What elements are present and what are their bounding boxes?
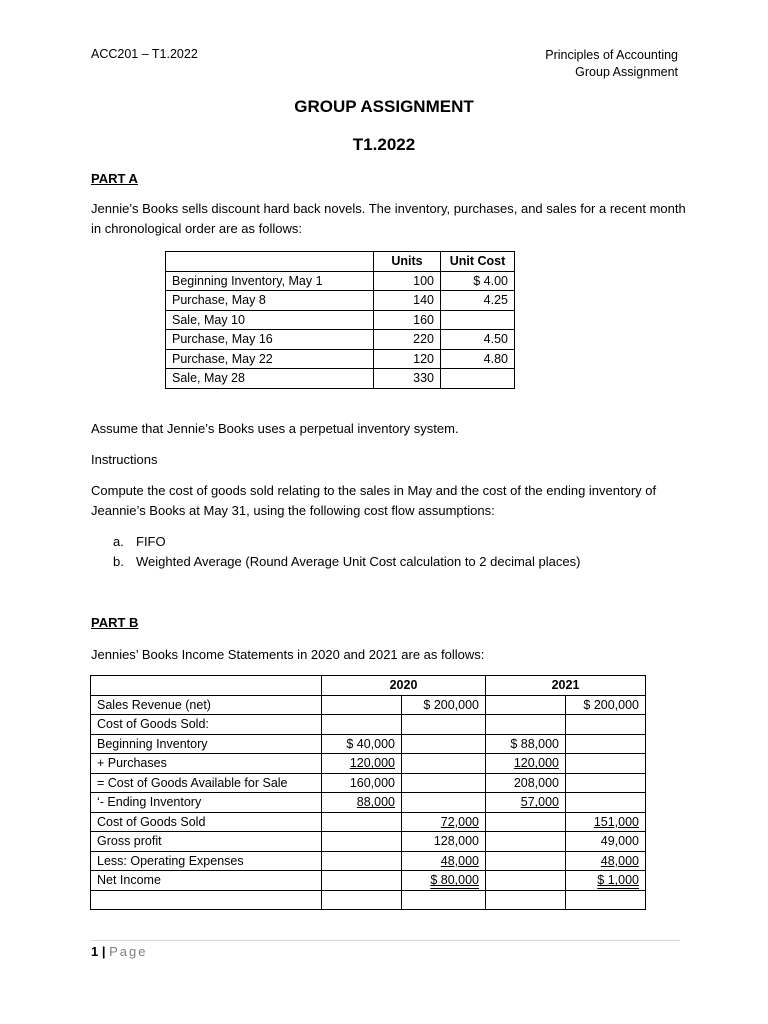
inventory-event: Sale, May 28 <box>166 369 374 389</box>
inventory-header-blank <box>166 252 374 272</box>
value-2021-total: $ 200,000 <box>566 695 646 715</box>
value-2020-total: 48,000 <box>402 851 486 871</box>
cost-flow-list <box>91 532 580 572</box>
list-marker: b. <box>113 554 124 569</box>
value-2021-detail: $ 88,000 <box>486 734 566 754</box>
inventory-units: 120 <box>374 349 441 369</box>
header-right-line2: Group Assignment <box>575 65 678 79</box>
value-2020-detail <box>322 832 402 852</box>
list-item-text: Weighted Average (Round Average Unit Cost calculation to 2 decimal places) <box>136 554 581 569</box>
document-subtitle: T1.2022 <box>352 135 416 154</box>
value-2020-total: 128,000 <box>402 832 486 852</box>
line-item-label: Less: Operating Expenses <box>91 851 322 871</box>
inventory-units: 160 <box>374 310 441 330</box>
instructions-label: Instructions <box>91 452 158 467</box>
value-2020-detail <box>322 871 402 891</box>
page-number: 1 <box>91 944 99 959</box>
inventory-event: Beginning Inventory, May 1 <box>166 271 374 291</box>
header-right-line1: Principles of Accounting <box>545 48 678 62</box>
table-row <box>91 832 646 852</box>
inventory-event: Purchase, May 16 <box>166 330 374 350</box>
value-2020-detail <box>322 812 402 832</box>
table-row <box>91 715 646 735</box>
value-2021-total <box>566 734 646 754</box>
footer-separator: | <box>98 944 110 959</box>
year-2020-header: 2020 <box>322 676 486 696</box>
inventory-unit-cost <box>441 310 515 330</box>
income-table-header <box>91 676 646 696</box>
value-2020-detail: 160,000 <box>322 773 402 793</box>
perpetual-system-note: Assume that Jennie’s Books uses a perpetual inventory system. <box>91 421 459 436</box>
inventory-units: 100 <box>374 271 441 291</box>
inventory-units: 140 <box>374 291 441 311</box>
table-row <box>91 793 646 813</box>
part-a-heading: PART A <box>91 171 138 186</box>
value-2020-detail: 120,000 <box>322 754 402 774</box>
value-2021-detail: 120,000 <box>486 754 566 774</box>
table-row <box>166 271 515 291</box>
value-2020-total <box>402 793 486 813</box>
part-b-intro: Jennies’ Books Income Statements in 2020 and 2021 are as follows: <box>91 647 485 662</box>
line-item-label: + Purchases <box>91 754 322 774</box>
inventory-unit-cost: 4.50 <box>441 330 515 350</box>
value-2021-total <box>566 793 646 813</box>
list-item-text: FIFO <box>136 534 166 549</box>
table-row <box>166 330 515 350</box>
page-footer <box>91 944 147 959</box>
value-2020-total <box>402 754 486 774</box>
line-item-label: Cost of Goods Sold <box>91 812 322 832</box>
line-item-label: ‘- Ending Inventory <box>91 793 322 813</box>
table-row <box>166 291 515 311</box>
value-2021-total <box>566 754 646 774</box>
value-2021-total: 48,000 <box>566 851 646 871</box>
inventory-units: 330 <box>374 369 441 389</box>
header-course-code: ACC201 – T1.2022 <box>91 47 198 61</box>
table-row <box>91 695 646 715</box>
part-b-heading: PART B <box>91 615 139 630</box>
income-statement-table <box>90 675 646 910</box>
value-2020-total <box>402 773 486 793</box>
inventory-unit-cost: $ 4.00 <box>441 271 515 291</box>
value-2021-detail <box>486 851 566 871</box>
value-2021-total <box>566 890 646 910</box>
line-item-label: Sales Revenue (net) <box>91 695 322 715</box>
inventory-header-units: Units <box>374 252 441 272</box>
instructions-text: Compute the cost of goods sold relating to the sales in May and the cost of the ending inventory of Jeannie’s Books at May 31, using the following cost flow assumptions: <box>91 483 657 518</box>
table-row <box>91 812 646 832</box>
value-2020-detail <box>322 715 402 735</box>
value-2021-detail <box>486 695 566 715</box>
line-item-label: Gross profit <box>91 832 322 852</box>
footer-divider <box>91 940 680 941</box>
list-item <box>91 532 580 552</box>
table-row <box>91 773 646 793</box>
value-2021-total: 151,000 <box>566 812 646 832</box>
page-label: Page <box>109 944 148 959</box>
table-row <box>91 890 646 910</box>
list-marker: a. <box>113 534 124 549</box>
value-2020-detail: $ 40,000 <box>322 734 402 754</box>
inventory-event: Purchase, May 8 <box>166 291 374 311</box>
income-header-blank <box>91 676 322 696</box>
value-2021-detail <box>486 715 566 735</box>
inventory-event: Purchase, May 22 <box>166 349 374 369</box>
line-item-label: = Cost of Goods Available for Sale <box>91 773 322 793</box>
inventory-header-unit-cost: Unit Cost <box>441 252 515 272</box>
line-item-label: Net Income <box>91 871 322 891</box>
list-item <box>91 552 580 572</box>
value-2020-total <box>402 734 486 754</box>
value-2020-detail: 88,000 <box>322 793 402 813</box>
table-row <box>91 871 646 891</box>
part-a-intro: Jennie’s Books sells discount hard back novels. The inventory, purchases, and sales for a recent month in chronological order are as follows: <box>91 201 686 236</box>
value-2021-detail: 57,000 <box>486 793 566 813</box>
inventory-unit-cost: 4.80 <box>441 349 515 369</box>
value-2020-total <box>402 890 486 910</box>
value-2021-total: $ 1,000 <box>566 871 646 891</box>
value-2021-detail: 208,000 <box>486 773 566 793</box>
inventory-event: Sale, May 10 <box>166 310 374 330</box>
value-2020-total: $ 200,000 <box>402 695 486 715</box>
value-2020-total: 72,000 <box>402 812 486 832</box>
inventory-table <box>165 251 515 389</box>
table-row <box>91 754 646 774</box>
line-item-label: Cost of Goods Sold: <box>91 715 322 735</box>
inventory-units: 220 <box>374 330 441 350</box>
line-item-label <box>91 890 322 910</box>
value-2021-detail <box>486 871 566 891</box>
value-2020-detail <box>322 851 402 871</box>
document-title: GROUP ASSIGNMENT <box>294 97 474 116</box>
table-row <box>166 369 515 389</box>
inventory-unit-cost <box>441 369 515 389</box>
value-2021-total: 49,000 <box>566 832 646 852</box>
value-2021-total <box>566 715 646 735</box>
inventory-unit-cost: 4.25 <box>441 291 515 311</box>
table-row <box>166 349 515 369</box>
value-2020-detail <box>322 890 402 910</box>
value-2021-detail <box>486 890 566 910</box>
value-2020-total: $ 80,000 <box>402 871 486 891</box>
header-course-title <box>545 47 678 81</box>
year-2021-header: 2021 <box>486 676 646 696</box>
value-2021-detail <box>486 812 566 832</box>
value-2020-detail <box>322 695 402 715</box>
value-2021-total <box>566 773 646 793</box>
line-item-label: Beginning Inventory <box>91 734 322 754</box>
inventory-table-header <box>166 252 515 272</box>
value-2020-total <box>402 715 486 735</box>
table-row <box>166 310 515 330</box>
value-2021-detail <box>486 832 566 852</box>
table-row <box>91 851 646 871</box>
table-row <box>91 734 646 754</box>
